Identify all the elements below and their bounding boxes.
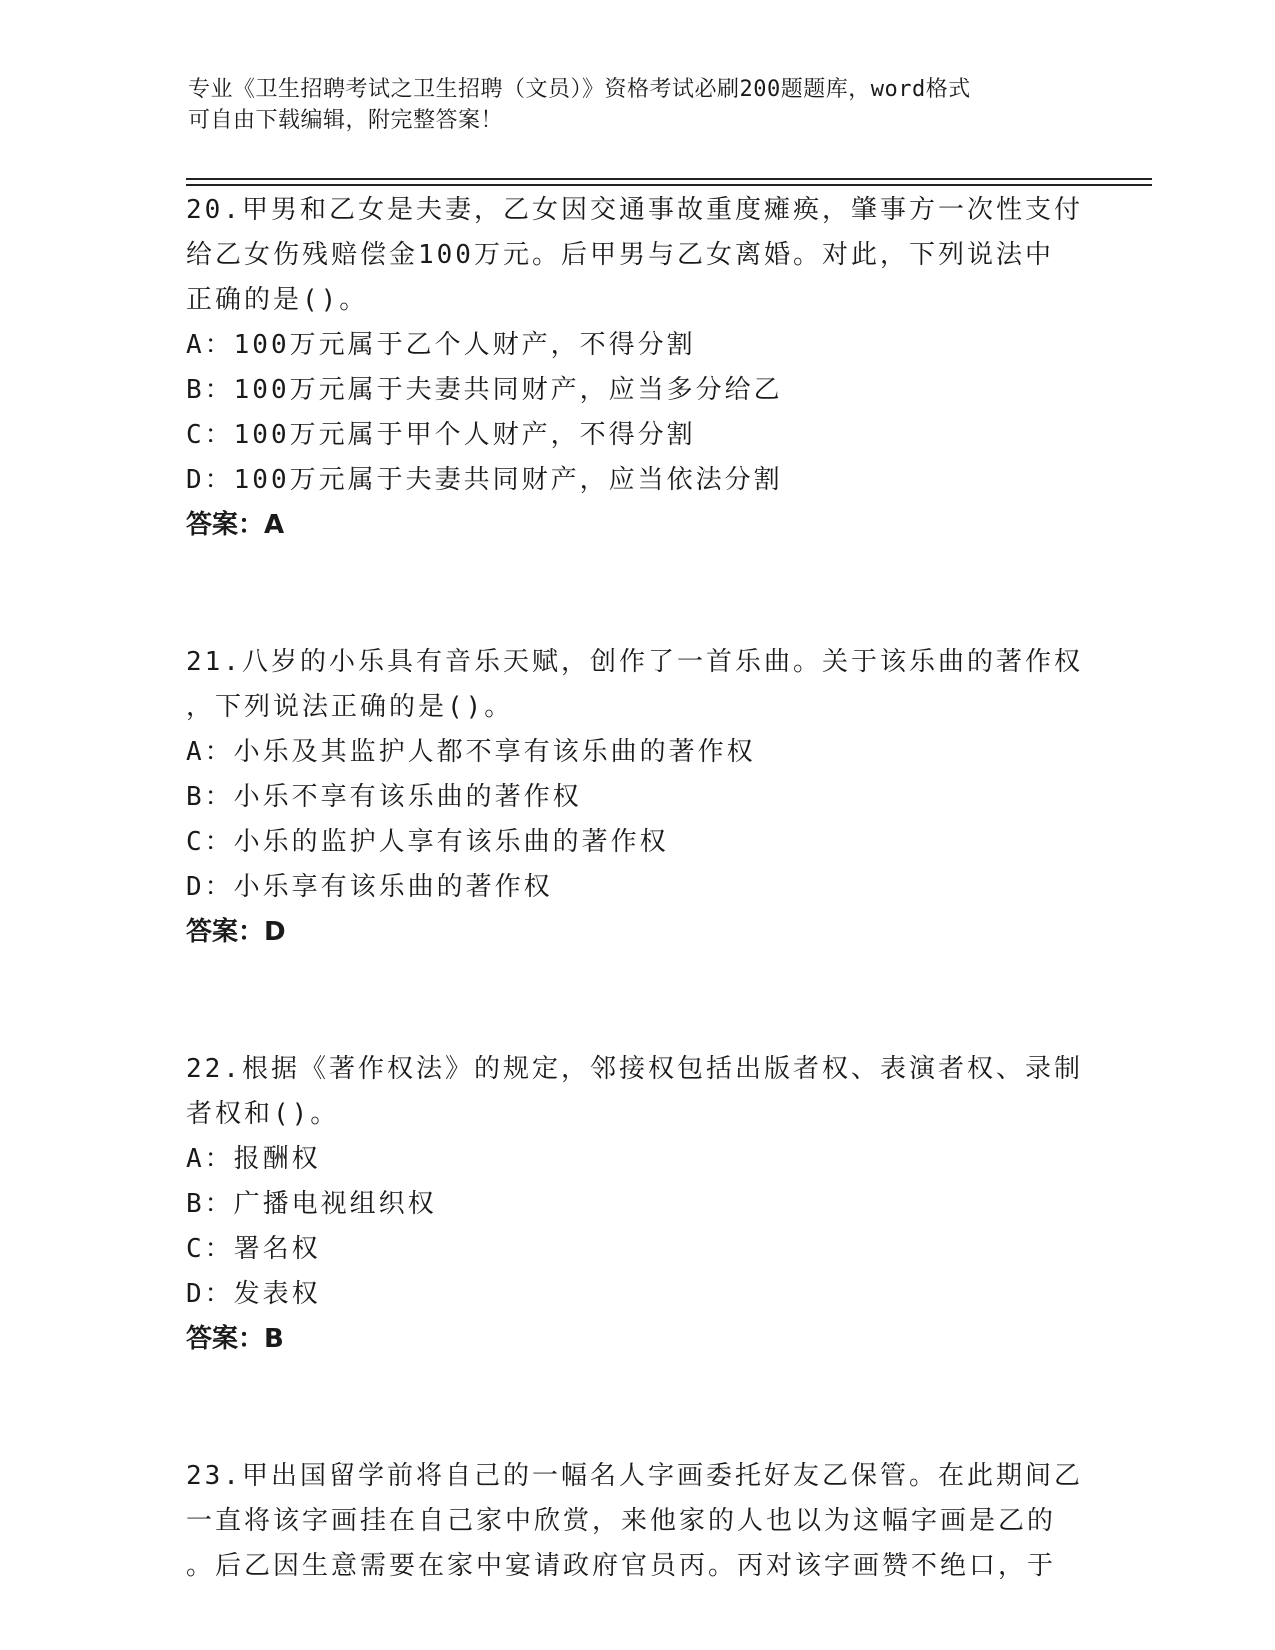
question-stem-line: 23.甲出国留学前将自己的一幅名人字画委托好友乙保管。在此期间乙 [186, 1461, 1083, 1491]
option-b: B：100万元属于夫妻共同财产，应当多分给乙 [186, 375, 783, 405]
option-d: D：100万元属于夫妻共同财产，应当依法分割 [186, 465, 783, 495]
question-spacer [186, 955, 1086, 1047]
header-rule-bottom [186, 184, 1152, 186]
question-spacer [186, 1362, 1086, 1454]
question-stem-line: 给乙女伤残赔偿金100万元。后甲男与乙女离婚。对此，下列说法中 [186, 240, 1054, 270]
option-d: D：发表权 [186, 1279, 321, 1309]
option-a: A：报酬权 [186, 1144, 321, 1174]
document-header [188, 74, 1088, 136]
option-c: C：小乐的监护人享有该乐曲的著作权 [186, 827, 669, 857]
option-d: D：小乐享有该乐曲的著作权 [186, 872, 553, 902]
answer-label: 答案：B [186, 1324, 284, 1354]
question-stem-line: 者权和()。 [186, 1099, 340, 1129]
question-stem-line: 正确的是()。 [186, 285, 369, 315]
question-spacer [186, 548, 1086, 640]
answer-label: 答案：A [186, 510, 285, 540]
question-stem-line: 21.八岁的小乐具有音乐天赋，创作了一首乐曲。关于该乐曲的著作权 [186, 647, 1083, 677]
answer-label: 答案：D [186, 917, 286, 947]
question-stem-line: 。后乙因生意需要在家中宴请政府官员丙。丙对该字画赞不绝口，于 [186, 1551, 1057, 1581]
option-c: C：署名权 [186, 1234, 321, 1264]
question-stem-line: 一直将该字画挂在自己家中欣赏，来他家的人也以为这幅字画是乙的 [186, 1506, 1057, 1536]
option-c: C：100万元属于甲个人财产，不得分割 [186, 420, 696, 450]
question-23 [186, 1454, 1086, 1589]
option-b: B：小乐不享有该乐曲的著作权 [186, 782, 582, 812]
question-21 [186, 640, 1086, 955]
question-stem-line: ，下列说法正确的是()。 [186, 692, 514, 722]
option-a: A：小乐及其监护人都不享有该乐曲的著作权 [186, 737, 756, 767]
header-rule-top [186, 178, 1152, 180]
question-22 [186, 1047, 1086, 1362]
question-list [186, 188, 1086, 1589]
question-stem-line: 22.根据《著作权法》的规定，邻接权包括出版者权、表演者权、录制 [186, 1054, 1083, 1084]
question-stem-line: 20.甲男和乙女是夫妻，乙女因交通事故重度瘫痪，肇事方一次性支付 [186, 195, 1083, 225]
option-b: B：广播电视组织权 [186, 1189, 437, 1219]
header-line-1: 专业《卫生招聘考试之卫生招聘（文员）》资格考试必刷200题题库，word格式 [188, 77, 971, 102]
header-line-2: 可自由下载编辑，附完整答案！ [188, 108, 504, 133]
question-20 [186, 188, 1086, 548]
option-a: A：100万元属于乙个人财产，不得分割 [186, 330, 696, 360]
